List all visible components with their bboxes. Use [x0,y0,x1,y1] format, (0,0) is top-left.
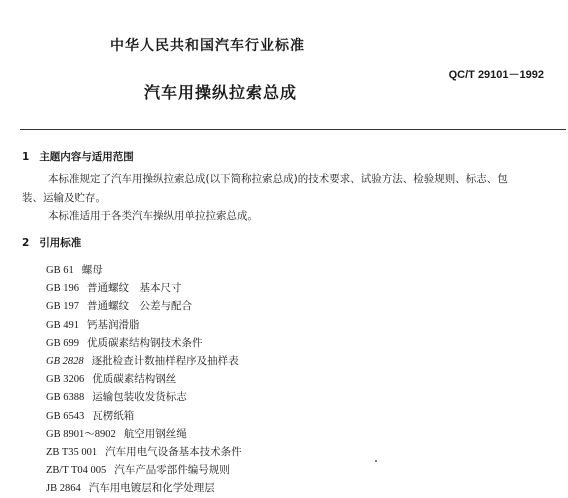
reference-code: ZB T35 001 [46,446,98,458]
reference-title: 运输包装收发货标志 [92,391,187,404]
reference-item [46,279,242,297]
section-1-title: 主题内容与适用范围 [39,151,134,163]
reference-code: GB 699 [46,337,79,349]
reference-item [46,388,242,406]
reference-item [46,443,242,461]
reference-code: GB 2828 [46,355,84,367]
reference-item [46,370,242,388]
section-1-heading [22,149,134,164]
reference-code: GB 197 [46,301,79,313]
section-1-para-1-line-1: 本标准规定了汽车用操纵拉索总成(以下简称拉索总成)的技术要求、试验方法、检验规则、标志、包 [48,173,508,185]
header-divider [20,129,566,130]
reference-title: 钙基润滑脂 [86,318,140,331]
reference-title: 汽车产品零部件编号规则 [114,464,230,477]
section-2-number: 2 [22,237,30,249]
section-1-para-1-line-2: 装、运输及贮存。 [22,192,106,204]
reference-item [46,407,242,425]
reference-code: GB 491 [46,319,79,331]
reference-title: 瓦楞纸箱 [92,409,135,422]
reference-title: 普通螺纹 公差与配合 [86,300,192,313]
reference-code: JB 2864 [46,483,81,495]
reference-code: GB 196 [46,283,79,295]
scan-speck [375,460,377,462]
reference-item [46,297,242,315]
reference-code: GB 6543 [46,410,85,422]
reference-item [46,316,242,334]
reference-list [46,261,242,497]
reference-code: ZB/T T04 005 [46,465,107,477]
reference-item [46,425,242,443]
reference-title: 螺母 [81,264,103,276]
reference-title: 优质碳素结构钢丝 [92,373,177,386]
section-2-heading [22,235,81,250]
reference-item [46,334,242,352]
reference-title: 优质碳素结构钢技术条件 [86,336,203,349]
document-title: 汽车用操纵拉索总成 [144,83,298,102]
reference-code: GB 8901～8902 [46,428,116,440]
reference-item [46,261,242,279]
reference-title: 汽车用电镀层和化学处理层 [88,482,215,495]
reference-item [46,461,242,479]
section-2-title: 引用标准 [39,237,82,249]
reference-title: 普通螺纹 基本尺寸 [86,282,182,295]
reference-title: 逐批检查计数抽样程序及抽样表 [91,354,239,367]
reference-code: GB 3206 [46,374,85,386]
reference-item [46,352,242,370]
standard-code: QC/T 29101－1992 [448,69,544,81]
issuer-heading: 中华人民共和国汽车行业标准 [110,38,305,54]
reference-code: GB 61 [46,265,74,276]
reference-title: 汽车用电气设备基本技术条件 [105,445,242,458]
section-1-number: 1 [22,151,30,163]
reference-code: GB 6388 [46,392,85,404]
section-1-para-2: 本标准适用于各类汽车操纵用单拉拉索总成。 [48,210,258,222]
reference-title: 航空用钢丝绳 [123,427,187,440]
